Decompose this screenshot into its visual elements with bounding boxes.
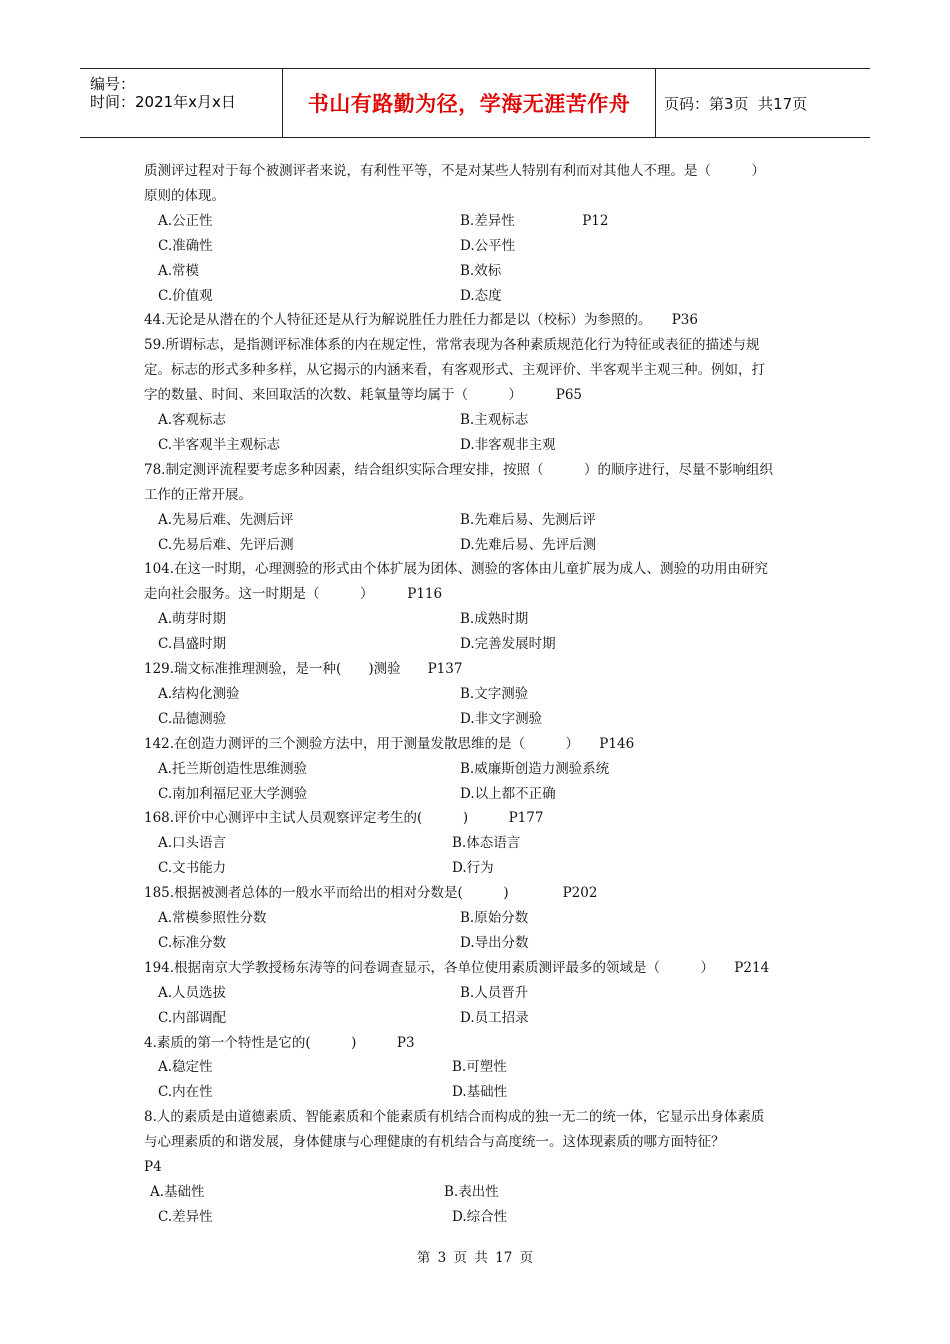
option-right: B.先难后易、先测后评 [460, 511, 596, 528]
option-right: B.原始分数 [460, 910, 529, 926]
option-right: D.员工招录 [460, 1009, 529, 1026]
option-right: D.公平性 [460, 237, 516, 254]
option-right: D.先难后易、先评后测 [460, 536, 597, 553]
option-right: B.成熟时期 [460, 611, 529, 628]
question-text-line: 185.根据被测者总体的一般水平而给出的相对分数是( ) P202 [144, 885, 598, 902]
option-right: D.非文字测验 [460, 710, 543, 727]
option-right: B.主观标志 [460, 412, 529, 428]
option-left: A.客观标志 [158, 412, 227, 428]
option-left: A.稳定性 [158, 1059, 213, 1076]
question-text-line: 168.评价中心测评中主试人员观察评定考生的( ) P177 [144, 810, 544, 827]
option-left: C.昌盛时期 [158, 636, 227, 653]
option-right: D.导出分数 [460, 934, 529, 951]
option-left: A.先易后难、先测后评 [158, 511, 294, 528]
option-left: C.文书能力 [158, 860, 227, 877]
option-left: C.标准分数 [158, 934, 227, 951]
question-text-line: 8.人的素质是由道德素质、智能素质和个能素质有机结合而构成的独一无二的统一体，它显示出身体素质 [144, 1109, 765, 1126]
option-left: C.内在性 [158, 1084, 213, 1101]
option-left: C.价值观 [158, 287, 213, 304]
question-text-line: 质测评过程对于每个被测评者来说，有利性平等，不是对某些人特别有利而对其他人不理。是（ ） [144, 163, 765, 179]
option-left: A.萌芽时期 [158, 611, 227, 628]
option-left: C.准确性 [158, 237, 213, 254]
question-text-line: 4.素质的第一个特性是它的( ) P3 [144, 1034, 415, 1051]
option-left: A.人员选拔 [158, 984, 227, 1001]
option-left: C.先易后难、先评后测 [158, 536, 294, 553]
option-left: A.口头语言 [158, 835, 227, 852]
option-right: B.差异性 P12 [460, 212, 609, 229]
option-right: B.可塑性 [452, 1059, 507, 1076]
option-left: A.常模参照性分数 [158, 910, 267, 926]
question-text-line: 字的数量、时间、来回取活的次数、耗氧量等均属于（ ） P65 [144, 387, 583, 404]
question-text-line: 44.无论是从潜在的个人特征还是从行为解说胜任力胜任力都是以（校标）为参照的。 P36 [144, 312, 698, 329]
option-right: B.威廉斯创造力测验系统 [460, 760, 610, 777]
option-right: D.非客观非主观 [460, 436, 556, 453]
option-right: B.文字测验 [460, 685, 529, 702]
option-right: D.综合性 [452, 1208, 508, 1225]
option-left: C.南加利福尼亚大学测验 [158, 785, 308, 802]
option-left: A.基础性 [150, 1183, 205, 1200]
option-right: D.基础性 [452, 1084, 508, 1101]
question-text-line: 104.在这一时期，心理测验的形式由个体扩展为团体、测验的客体由儿童扩展为成人、测验的功用由研究 [144, 561, 769, 578]
question-text-line: 59.所谓标志，是指测评标准体系的内在规定性，常常表现为各种素质规范化行为特征或表征的描述与规 [144, 337, 760, 354]
question-text-line: 129.瑞文标准推理测验，是一种( )测验 P137 [144, 661, 463, 677]
time-label: 时间：2021年x月x日 [90, 93, 236, 111]
option-left: C.半客观半主观标志 [158, 436, 281, 453]
option-right: D.完善发展时期 [460, 636, 556, 653]
question-text-line: 78.制定测评流程要考虑多种因素，结合组织实际合理安排，按照（ ）的顺序进行，尽量不影响组织 [144, 461, 773, 478]
option-right: B.效标 [460, 262, 502, 279]
question-text-line: 工作的正常开展。 [144, 486, 252, 503]
option-left: A.常模 [158, 262, 200, 279]
motto-text: 书山有路勤为径，学海无涯苦作舟 [307, 92, 631, 116]
page-label: 页码：第3页 共17页 [664, 94, 808, 113]
option-left: A.结构化测验 [158, 685, 240, 702]
option-right: D.态度 [460, 287, 502, 304]
question-text-line: 与心理素质的和谐发展，身体健康与心理健康的有机结合与高度统一。这体现素质的哪方面特征？ [144, 1134, 725, 1151]
number-label: 编号： [90, 75, 136, 93]
question-text-line: 原则的体现。 [144, 187, 225, 204]
option-left: C.差异性 [158, 1208, 213, 1225]
option-right: B.体态语言 [452, 835, 521, 852]
option-left: A.托兰斯创造性思维测验 [158, 760, 308, 777]
option-right: D.以上都不正确 [460, 785, 556, 802]
question-text-line: 走向社会服务。这一时期是（ ） P116 [144, 586, 443, 603]
question-text-line: P4 [144, 1159, 162, 1175]
question-text-line: 定。标志的形式多种多样，从它揭示的内涵来看，有客观形式、主观评价、半客观半主观三种。例如，打 [144, 362, 765, 379]
option-left: C.内部调配 [158, 1009, 227, 1026]
option-right: D.行为 [452, 860, 494, 877]
question-text-line: 194.根据南京大学教授杨东涛等的问卷调查显示，各单位使用素质测评最多的领域是（ ） P214 [144, 959, 770, 976]
option-left: C.品德测验 [158, 710, 227, 727]
question-text-line: 142.在创造力测评的三个测验方法中，用于测量发散思维的是（ ） P146 [144, 735, 635, 752]
option-right: B.表出性 [444, 1183, 499, 1200]
page-footer: 第 3 页 共 17 页 [416, 1250, 534, 1266]
option-left: A.公正性 [158, 212, 213, 229]
option-right: B.人员晋升 [460, 984, 529, 1001]
